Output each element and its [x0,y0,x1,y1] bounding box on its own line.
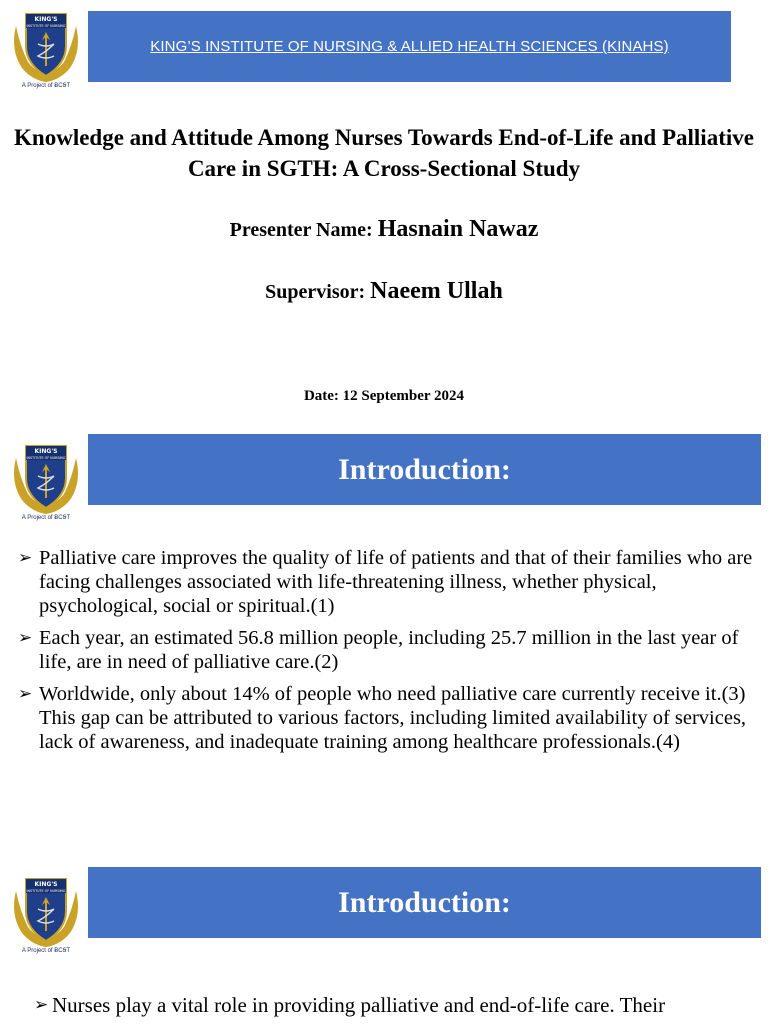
bullet-text: Each year, an estimated 56.8 million people, including 25.7 million in the last year of life, are in need of palliative care.(2) [39,627,739,673]
presentation-title: Knowledge and Attitude Among Nurses Towards End-of-Life and Palliative Care in SGTH: A Cross-Sectional Study [14,125,754,181]
introduction-slide-1 [0,430,768,863]
svg-text:INSTITUTE OF NURSING: INSTITUTE OF NURSING [26,889,66,893]
list-item [18,626,753,674]
institute-header-banner [88,11,731,82]
svg-text:KING'S: KING'S [34,16,58,23]
bullet-text: Nurses play a vital role in providing palliative and end-of-life care. Their [52,993,666,1017]
title-slide [0,0,768,430]
svg-text:INSTITUTE OF NURSING: INSTITUTE OF NURSING [26,456,66,460]
list-item [18,682,753,754]
presenter-name: Hasnain Nawaz [377,216,539,242]
bullet-text: Worldwide, only about 14% of people who need palliative care currently receive it.(3) This gap can be attributed to various factors, including limited availability of services, lack of awareness, and inadequate training among healthcare professionals.(4) [39,683,747,753]
supervisor-name: Naeem Ullah [370,278,503,304]
arrowhead-bullet-icon: ➢ [34,995,49,1015]
section-heading-banner [88,434,761,505]
supervisor-line [0,278,768,305]
supervisor-label: Supervisor: [265,281,371,303]
bullet-text: Palliative care improves the quality of life of patients and that of their families who are facing challenges associated with life-threatening illness, whether physical, psychological, social or spiritual.(1) [39,547,753,617]
svg-text:KING'S: KING'S [34,448,58,455]
kinahs-logo [8,871,84,957]
list-item [18,546,753,618]
shield-emblem-icon [8,438,84,516]
shield-emblem-icon [8,871,84,949]
svg-text:INSTITUTE OF NURSING: INSTITUTE OF NURSING [26,24,66,28]
section-heading: Introduction: [338,452,511,486]
logo-caption: A Project of ɃCꞨT [21,515,71,521]
kinahs-logo [8,6,84,92]
logo-caption: A Project of ɃCꞨT [21,83,71,89]
section-heading-banner [88,867,761,938]
presenter-line [0,216,768,243]
presentation-date: Date: 12 September 2024 [303,388,465,404]
list-item [34,993,754,1017]
logo-caption: A Project of ɃCꞨT [21,948,71,954]
kinahs-logo [8,438,84,524]
arrowhead-bullet-icon: ➢ [18,684,33,704]
arrowhead-bullet-icon: ➢ [18,628,33,648]
bullet-list [18,546,753,762]
introduction-slide-2 [0,863,768,1024]
svg-text:KING'S: KING'S [34,881,58,888]
shield-emblem-icon [8,6,84,84]
institute-name: KING’S INSTITUTE OF NURSING & ALLIED HEALTH SCIENCES (KINAHS) [150,38,669,55]
presenter-label: Presenter Name: [229,219,378,241]
bullet-list [34,993,754,1024]
section-heading: Introduction: [338,885,511,919]
arrowhead-bullet-icon: ➢ [18,548,33,568]
